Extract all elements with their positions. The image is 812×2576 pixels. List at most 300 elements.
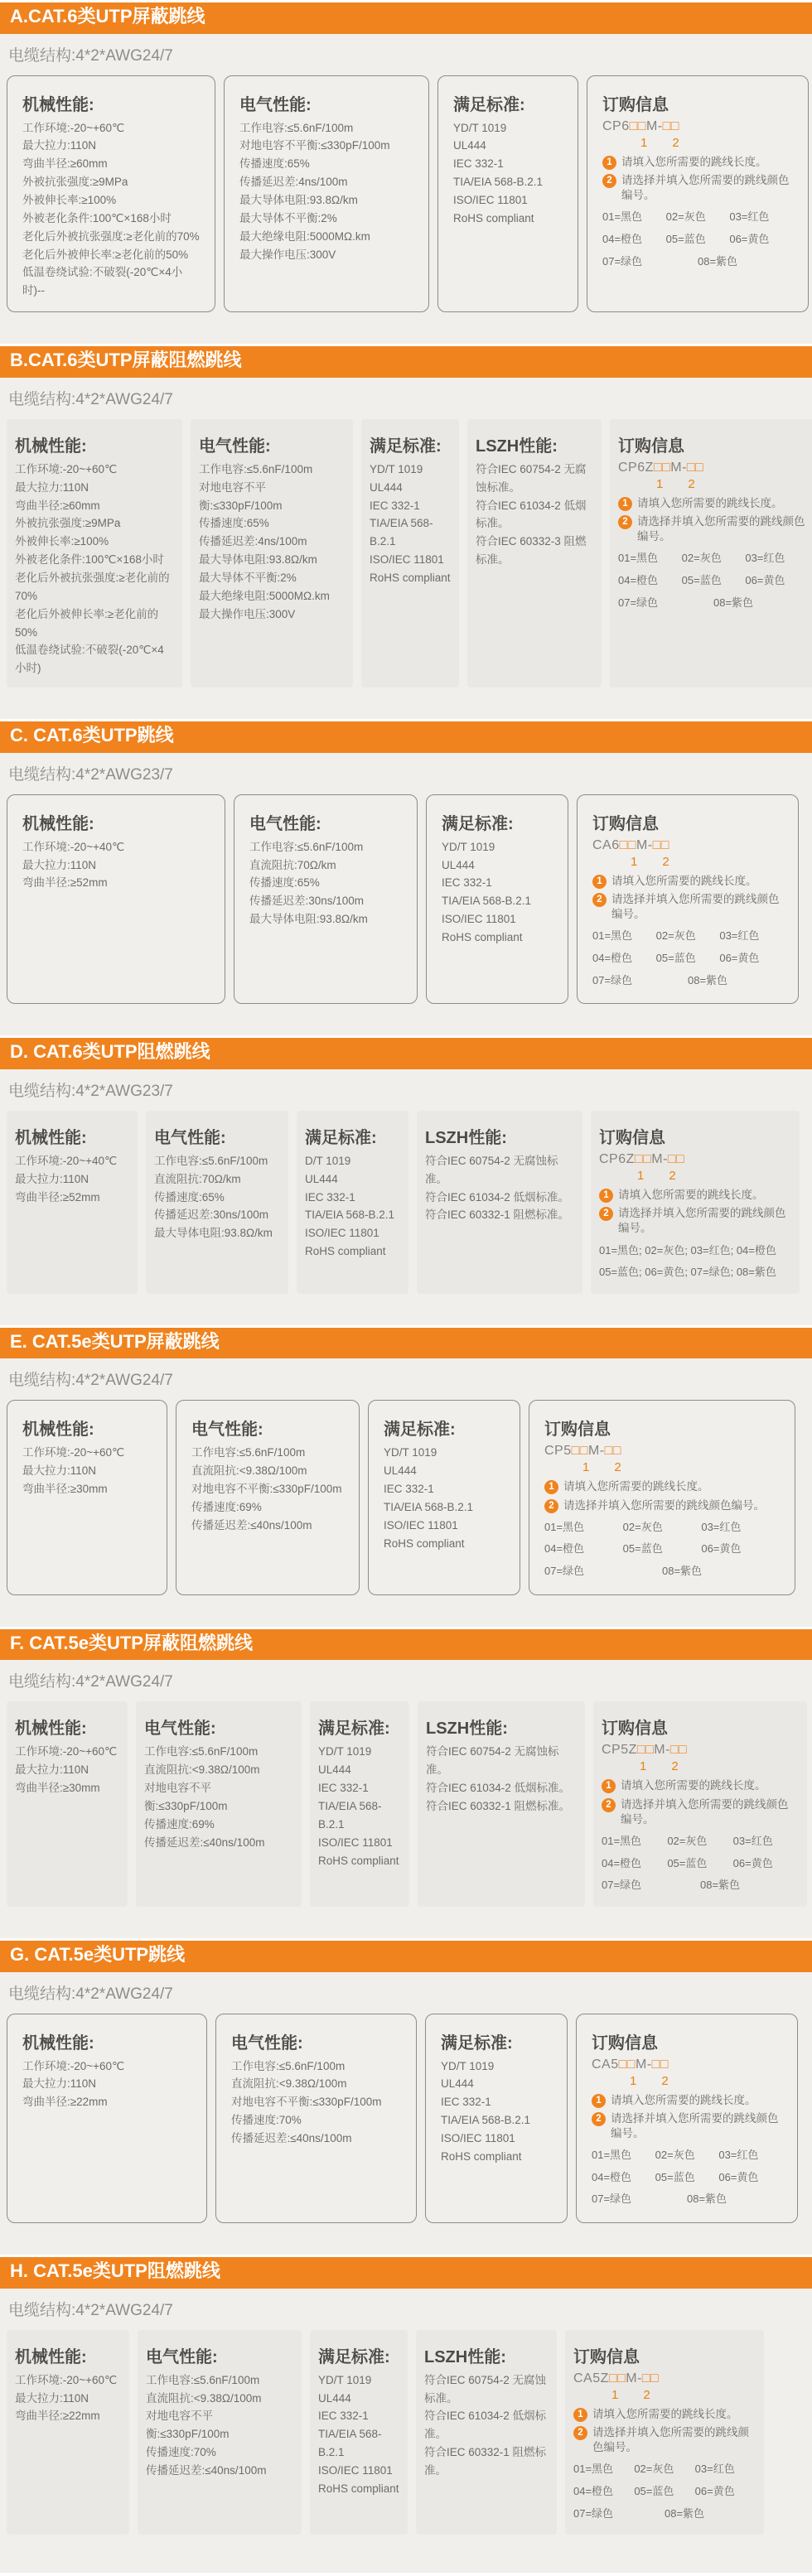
spec-line: 外被老化条件:100℃×168小时 [22,211,172,224]
color-code-item: 02=灰色 [667,1835,708,1847]
spec-line: ISO/IEC 11801 [318,1836,393,1849]
color-code-list [602,206,793,273]
note-number-icon: 2 [592,893,607,907]
code-position-marker: 1 [640,1759,647,1774]
spec-line: 老化后外被抗张强度:≥老化前的70% [22,229,200,243]
color-code-item: 01=黑色 [602,210,643,224]
spec-line: 外被老化条件:100℃×168小时 [15,553,164,567]
color-code-item: 08=紫色 [662,1565,703,1578]
color-code-item: 02=灰色 [681,552,722,565]
spec-line: 传播延迟差:≤40ns/100m [144,1836,265,1849]
spec-line: 最大导体电阻:93.8Ω/km [239,194,358,207]
order-code-segment: □□ [629,118,646,133]
order-note-text: 请选择并填入您所需要的跳线颜色编号。 [592,2425,749,2454]
color-code-item: 05=蓝色 [655,951,696,964]
order-code-segment: □□ [662,118,679,133]
spec-box-row [7,419,805,687]
section-B [0,344,812,719]
spec-line: 工作电容:≤5.6nF/100m [144,1745,259,1758]
color-code-item: 03=红色 [718,2149,759,2162]
spec-line: 传播延迟差:4ns/100m [199,535,307,548]
order-note [618,514,809,544]
spec-line: 工作电容:≤5.6nF/100m [231,2059,346,2072]
code-position-markers [592,855,783,869]
section-header: E. CAT.5e类UTP屏蔽跳线 [0,1325,812,1359]
box-title: 电气性能: [231,2033,303,2053]
code-position-markers [618,477,809,491]
code-position-marker: 2 [662,854,669,869]
spec-line: 符合IEC 60332-1 阻燃标准。 [424,2446,547,2477]
spec-line: ISO/IEC 11801 [305,1227,379,1240]
spec-line: 弯曲半径:≥52mm [22,876,108,890]
box-title: 电气性能: [154,1128,226,1147]
spec-line: 老化后外被伸长率:≥老化前的50% [15,607,159,639]
box-title: 订购信息 [599,1128,665,1147]
color-code-list [592,2144,782,2211]
spec-line: 最大导体不平衡:2% [239,211,337,224]
spec-box-row [7,1701,805,1907]
spec-line: 弯曲半径:≥30mm [15,1782,100,1795]
spec-box-standards [310,1701,409,1907]
spec-line: 最大绝缘电阻:5000MΩ.km [239,229,370,243]
spec-line: 低温卷绕试验:不破裂(-20℃×4小时) [15,644,164,675]
spec-line: 工作环境:-20~+40℃ [22,840,125,853]
spec-line: 传播延迟差:30ns/100m [154,1208,269,1222]
box-title: 满足标准: [384,1421,456,1440]
cable-structure: 电缆结构:4*2*AWG24/7 [8,1372,173,1390]
order-code [592,838,783,853]
note-number-icon: 1 [592,875,607,889]
box-title: 机械性能: [22,814,94,833]
color-code-row [592,925,783,948]
order-code-segment: M- [670,460,687,475]
color-code-list [573,2458,756,2525]
spec-line: 最大拉力:110N [22,2077,97,2091]
order-note-text: 请填入您所需要的跳线长度。 [611,2093,756,2106]
color-code-row [573,2481,756,2503]
order-note [602,1797,799,1827]
note-number-icon: 2 [602,1798,616,1812]
spec-line: 工作电容:≤5.6nF/100m [154,1154,268,1167]
color-code-item: 06=黄色 [732,1856,773,1869]
spec-line: 最大导体电阻:93.8Ω/km [249,913,368,926]
spec-line: 工作电容:≤5.6nF/100m [249,840,364,853]
box-title: LSZH性能: [476,437,558,456]
color-code-item: 04=橙色 [592,951,633,964]
color-code-item: 02=灰色 [655,2149,695,2162]
spec-line: 工作环境:-20~+60℃ [22,1446,125,1459]
color-code-item: 04=橙色 [573,2484,614,2497]
box-title: 机械性能: [15,437,87,456]
code-position-marker: 2 [669,1168,676,1183]
note-number-icon: 1 [544,1480,558,1494]
color-code-item: 08=紫色 [688,973,728,987]
order-code-segment: M- [651,1151,668,1166]
color-code-item: 04=橙色 [602,1856,642,1869]
spec-line: TIA/EIA 568-B.2.1 [305,1208,395,1222]
color-code-item: 08=紫色 [665,2506,705,2520]
note-number-icon: 1 [599,1189,613,1203]
spec-box-standards [426,794,568,1005]
box-title: 机械性能: [22,2033,94,2053]
order-code [592,2057,782,2072]
spec-line: IEC 332-1 [442,876,492,890]
box-title: 订购信息 [592,814,659,833]
section-C [0,719,812,1035]
spec-box-ordering [587,75,809,313]
order-code [544,1444,780,1459]
color-code-row [602,229,793,251]
spec-line: 最大导体电阻:93.8Ω/km [154,1227,273,1240]
spec-line: 直流阻抗:<9.38Ω/100m [146,2391,262,2405]
code-position-marker: 2 [643,2387,650,2402]
code-position-markers [602,1759,799,1773]
spec-line: RoHS compliant [442,930,523,943]
order-note-text: 请填入您所需要的跳线长度。 [637,496,783,509]
spec-box-row [7,75,805,313]
section-header: F. CAT.5e类UTP屏蔽阻燃跳线 [0,1627,812,1661]
order-code-segment: CP5 [544,1444,572,1459]
spec-line: 最大拉力:110N [22,139,97,152]
spec-line: TIA/EIA 568-B.2.1 [453,176,544,189]
note-number-icon: 1 [592,2094,606,2108]
spec-line: 工作环境:-20~+60℃ [15,462,118,475]
spec-box-mechanical [7,1400,167,1594]
spec-box-electrical [146,1111,288,1294]
spec-line: 传播速度:65% [199,517,269,530]
color-code-item: 03=红色 [729,210,770,224]
spec-box-mechanical [7,75,215,313]
spec-line: YD/T 1019 [370,462,423,475]
color-code-row [592,2167,782,2189]
color-code-item: 06=黄色 [719,951,760,964]
spec-line: 符合IEC 60332-1 阻燃标准。 [425,1208,570,1222]
order-code-segment: □□ [669,1743,688,1758]
order-code-segment: □□ [651,2057,669,2072]
color-code-item: 05=蓝色 [655,2170,695,2183]
order-note [592,874,783,889]
spec-line: TIA/EIA 568-B.2.1 [318,2428,382,2459]
order-code-segment: M- [636,837,653,852]
spec-line: 最大拉力:110N [15,1172,89,1185]
color-code-item: 07=绿色 [602,1879,642,1892]
spec-line: RoHS compliant [318,2482,399,2495]
color-code-item: 03=红色 [694,2463,735,2476]
box-title: 订购信息 [592,2033,658,2053]
spec-line: 工作环境:-20~+60℃ [22,2059,125,2072]
spec-line: 工作电容:≤5.6nF/100m [191,1446,306,1459]
spec-box-standards [361,419,459,687]
color-code-item: 04=橙色 [602,232,643,245]
cable-structure: 电缆结构:4*2*AWG23/7 [8,1082,173,1100]
order-code-segment: CA5 [592,2057,619,2072]
spec-line: 对地电容不平衡:≤330pF/100m [144,1782,228,1812]
order-note [618,496,809,511]
spec-box-standards [310,2330,408,2535]
color-code-item: 06=黄色 [745,574,785,587]
spec-box-row [7,2330,805,2535]
section-header: H. CAT.5e类UTP阻燃跳线 [0,2255,812,2289]
color-code-item: 03=红色 [701,1520,742,1533]
box-title: 机械性能: [15,1720,87,1739]
color-code-item: 07=绿色 [592,2192,632,2206]
code-position-marker: 1 [640,135,648,150]
code-position-marker: 2 [671,1759,679,1774]
spec-line: IEC 332-1 [453,157,504,171]
order-code-segment: □□ [608,2371,626,2385]
color-code-item: 03=红色 [745,552,785,565]
box-title: 电气性能: [191,1421,263,1440]
spec-line: 直流阻抗:70Ω/km [249,858,336,871]
color-code-item: 05=蓝色 [665,232,706,245]
order-code-segment: CP6Z [618,460,654,475]
spec-line: 最大导体不平衡:2% [199,571,297,584]
spec-line: 符合IEC 61034-2 低烟标准。 [425,1190,570,1204]
spec-line: UL444 [370,480,403,494]
spec-line: 符合IEC 60754-2 无腐蚀标准。 [424,2373,547,2405]
spec-box-mechanical [7,2330,129,2535]
section-D [0,1035,812,1325]
spec-line: 传播速度:69% [144,1817,215,1831]
note-number-icon: 2 [599,1207,613,1221]
box-title: 机械性能: [15,1128,87,1147]
spec-line: 符合IEC 61034-2 低烟标准。 [476,499,587,530]
color-code-item: 07=绿色 [602,254,643,268]
spec-box-ordering [576,2014,798,2224]
spec-line: 外被伸长率:≥100% [22,194,117,207]
color-code-item: 03=红色 [732,1835,773,1847]
spec-box-electrical [215,2014,417,2224]
order-code-segment: □□ [571,1444,588,1459]
spec-line: IEC 332-1 [370,499,420,512]
spec-line: 工作环境:-20~+60℃ [15,2373,118,2386]
spec-box-lszh [417,1111,582,1294]
color-code-item: 07=绿色 [618,596,659,609]
spec-line: 最大拉力:110N [15,1763,89,1777]
color-code-row [599,1240,791,1262]
spec-line: 符合IEC 60754-2 无腐蚀标准。 [476,462,587,494]
section-header: B.CAT.6类UTP屏蔽阻燃跳线 [0,344,812,378]
order-note [602,1778,799,1793]
color-code-item: 07=绿色 [544,1565,585,1578]
color-code-item: 05=蓝色 [622,1542,663,1556]
spec-line: IEC 332-1 [318,1782,369,1795]
section-G [0,1938,812,2255]
section-H [0,2255,812,2566]
color-code-item: 08=紫色 [713,596,754,609]
order-code-segment: M- [587,1444,605,1459]
spec-line: 工作电容:≤5.6nF/100m [146,2373,260,2386]
spec-box-ordering [591,1111,800,1294]
color-code-row [599,1261,791,1284]
spec-line: ISO/IEC 11801 [318,2463,393,2477]
box-title: LSZH性能: [424,2347,506,2366]
color-code-row [592,948,783,970]
color-code-item: 01=黑色 [592,929,633,943]
spec-box-ordering [577,794,799,1005]
spec-box-standards [437,75,578,313]
color-code-list [592,925,783,991]
order-code-segment: □□ [652,837,669,852]
section-A [0,0,812,344]
spec-line: ISO/IEC 11801 [370,553,444,567]
spec-box-mechanical [7,794,225,1005]
spec-box-mechanical [7,1701,128,1907]
spec-line: 弯曲半径:≥30mm [22,1483,108,1496]
spec-line: 工作电容:≤5.6nF/100m [199,462,313,475]
box-title: 电气性能: [146,2347,218,2366]
spec-line: RoHS compliant [305,1245,386,1258]
spec-line: UL444 [318,2391,351,2405]
spec-line: YD/T 1019 [384,1446,437,1459]
order-note-text: 请填入您所需要的跳线长度。 [563,1480,709,1493]
color-code-item: 02=灰色 [665,210,706,224]
spec-line: 直流阻抗:<9.38Ω/100m [231,2077,347,2091]
spec-line: 外被抗张强度:≥9MPa [15,517,121,530]
spec-box-standards [297,1111,408,1294]
order-code [618,461,809,475]
spec-line: RoHS compliant [453,211,534,224]
spec-box-electrical [138,2330,302,2535]
section-header: C. CAT.6类UTP跳线 [0,719,812,753]
spec-line: YD/T 1019 [442,840,495,853]
section-F [0,1627,812,1938]
color-code-item: 07=绿色 [573,2506,614,2520]
spec-line: 弯曲半径:≥52mm [15,1190,100,1204]
color-code-row [573,2503,756,2525]
order-note-text: 请填入您所需要的跳线长度。 [621,1779,766,1792]
cable-structure: 电缆结构:4*2*AWG24/7 [8,1673,173,1691]
spec-line: 最大拉力:110N [22,1464,97,1478]
order-code [602,1743,799,1758]
color-code-row [592,2188,782,2211]
spec-line: 传播延迟差:≤40ns/100m [231,2131,352,2144]
spec-box-lszh [418,1701,585,1907]
spec-box-electrical [136,1701,302,1907]
spec-line: 最大导体电阻:93.8Ω/km [199,553,317,567]
spec-line: 传播延迟差:4ns/100m [239,176,348,189]
spec-line: RoHS compliant [370,571,451,584]
color-code-row [602,1853,799,1875]
spec-line: UL444 [384,1464,417,1478]
order-note [592,892,783,922]
color-code-item: 02=灰色 [634,2463,674,2476]
code-position-marker: 1 [630,2073,637,2088]
order-code-segment: CP6Z [599,1151,635,1166]
spec-line: 符合IEC 60332-3 阻燃标准。 [476,535,587,567]
box-title: 订购信息 [602,95,669,114]
spec-line: 工作环境:-20~+60℃ [22,121,125,134]
order-code [573,2371,756,2386]
spec-line: 对地电容不平衡:≤330pF/100m [146,2410,230,2441]
spec-line: 弯曲半径:≥22mm [15,2410,100,2423]
code-position-marker: 2 [672,135,679,150]
spec-box-row [7,1400,805,1594]
color-code-row [544,1517,780,1539]
color-code-item: 01=黑色; 02=灰色; 03=红色; 04=橙色 [599,1243,776,1257]
order-code-segment: □□ [634,1151,652,1166]
spec-line: 弯曲半径:≥60mm [15,499,100,512]
code-position-markers [592,2074,782,2088]
code-position-marker: 2 [661,2073,669,2088]
note-number-icon: 1 [602,1779,616,1793]
order-note-text: 请选择并填入您所需要的跳线颜色编号。 [563,1498,765,1512]
order-code-segment: M- [626,2371,642,2385]
order-code-segment: CP5Z [602,1743,637,1758]
spec-line: YD/T 1019 [441,2059,495,2072]
color-code-list [544,1517,780,1583]
color-code-item: 01=黑色 [573,2463,614,2476]
note-number-icon: 1 [573,2408,587,2422]
spec-line: 传播速度:70% [231,2114,302,2127]
color-code-item: 01=黑色 [618,552,659,565]
spec-box-lszh [467,419,602,687]
color-code-item: 04=橙色 [592,2170,632,2183]
spec-line: IEC 332-1 [441,2096,491,2109]
order-note-text: 请填入您所需要的跳线长度。 [618,1188,764,1201]
color-code-item: 05=蓝色; 06=黄色; 07=绿色; 08=紫色 [599,1266,776,1279]
order-code-segment: CA6 [592,837,620,852]
box-title: 满足标准: [441,2033,513,2053]
spec-line: 传播速度:65% [154,1190,225,1204]
order-code-segment: □□ [653,460,671,475]
spec-line: 传播延迟差:≤40ns/100m [191,1518,312,1532]
spec-line: 直流阻抗:70Ω/km [154,1172,241,1185]
order-note [573,2407,756,2422]
box-title: 电气性能: [239,95,312,114]
order-code [602,119,793,134]
code-position-marker: 2 [688,476,695,491]
spec-box-electrical [224,75,429,313]
spec-line: 最大拉力:110N [22,858,97,871]
box-title: 电气性能: [249,814,321,833]
color-code-row [592,2144,782,2167]
code-position-marker: 1 [637,1168,645,1183]
spec-line: RoHS compliant [384,1536,465,1550]
spec-line: 最大操作电压:300V [199,607,296,620]
spec-line: TIA/EIA 568-B.2.1 [442,895,532,908]
box-title: 订购信息 [573,2347,640,2366]
code-position-marker: 2 [614,1460,621,1475]
color-code-row [573,2458,756,2481]
spec-box-electrical [191,419,353,687]
spec-line: 传播延迟差:30ns/100m [249,895,365,908]
spec-line: 外被抗张强度:≥9MPa [22,176,128,189]
color-code-list [618,548,809,614]
color-code-item: 08=紫色 [687,2192,727,2206]
note-number-icon: 2 [544,1499,558,1513]
spec-box-standards [425,2014,568,2224]
color-code-row [602,1831,799,1853]
order-note-text: 请填入您所需要的跳线长度。 [621,155,767,168]
spec-line: 符合IEC 60754-2 无腐蚀标准。 [426,1745,559,1777]
note-number-icon: 1 [602,156,616,170]
spec-line: 传播速度:70% [146,2446,216,2459]
section-header: D. CAT.6类UTP阻燃跳线 [0,1035,812,1069]
spec-line: UL444 [318,1763,351,1777]
box-title: 满足标准: [318,1720,390,1739]
color-code-item: 07=绿色 [592,973,633,987]
spec-box-mechanical [7,1111,138,1294]
order-note [602,173,793,203]
order-code-segment: □□ [686,460,704,475]
order-note [602,155,793,170]
spec-line: 符合IEC 60332-1 阻燃标准。 [426,1799,571,1812]
spec-box-mechanical [7,419,182,687]
order-code-segment: □□ [618,2057,636,2072]
color-code-item: 01=黑色 [602,1835,642,1847]
spec-line: 符合IEC 61034-2 低烟标准。 [426,1782,571,1795]
